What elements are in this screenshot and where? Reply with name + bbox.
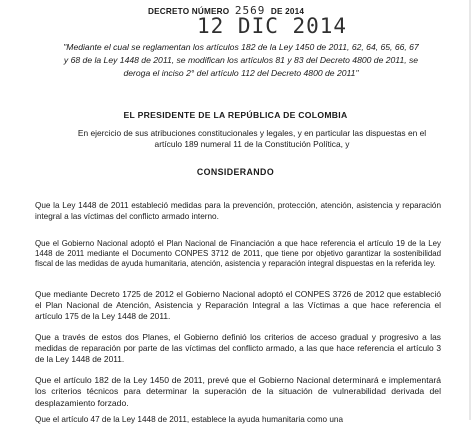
considerando-paragraph-3: Que mediante Decreto 1725 de 2012 el Gobierno Nacional adoptó el CONPES 3726 de 2012 que estableció el Plan Nacional de Atención, Asistencia y Reparación Integral a las Víctimas a que hace referencia el artículo 175 de la Ley 1448 de 2011. bbox=[35, 289, 441, 322]
powers-statement: En ejercicio de sus atribuciones constitucionales y legales, y en particular las dispuestas en el artículo 189 numeral 11 de la Constitución Política, y bbox=[77, 128, 427, 150]
decree-label: DECRETO NÚMERO bbox=[148, 7, 230, 16]
decree-year: DE 2014 bbox=[270, 7, 305, 16]
considerando-paragraph-5: Que el artículo 182 de la Ley 1450 de 2011, prevé que el Gobierno Nacional determinará e implementará los criterios técnicos para determinar la superación de la situación de vulnerabilidad derivada del desplazamiento forzado. bbox=[35, 375, 441, 408]
issuer-heading: EL PRESIDENTE DE LA REPÚBLICA DE COLOMBIA bbox=[123, 110, 348, 120]
considerando-paragraph-2: Que el Gobierno Nacional adoptó el Plan Nacional de Financiación a que hace referencia el artículo 19 de la Ley 1448 de 2011 mediante el Documento CONPES 3712 de 2011, que tiene por objetivo garantizar la sostenibilidad fiscal de las medidas de ayuda humanitaria, atención, asistencia y reparación integral dispuestas en la referida ley. bbox=[35, 239, 441, 268]
considerando-paragraph-6: Que el artículo 47 de la Ley 1448 de 2011, establece la ayuda humanitaria como una bbox=[35, 415, 343, 424]
decree-subject: "Mediante el cual se reglamentan los artículos 182 de la Ley 1450 de 2011, 62, 64, 65, 66, 67 y 68 de la Ley 1448 de 2011, se modifican los artículos 81 y 83 del Decreto 4800 de 2011, se deroga el inciso 2° del artículo 112 del Decreto 4800 de 2011" bbox=[63, 42, 419, 78]
decree-number: 2569 bbox=[234, 4, 266, 17]
considerando-paragraph-1: Que la Ley 1448 de 2011 estableció medidas para la prevención, protección, atención, asistencia y reparación integral a las víctimas del conflicto armado interno. bbox=[35, 201, 441, 221]
stamped-date: 12 DIC 2014 bbox=[197, 14, 348, 38]
considerando-heading: CONSIDERANDO bbox=[196, 167, 275, 177]
considerando-paragraph-4: Que a través de estos dos Planes, el Gobierno definió los criterios de acceso gradual y progresivo a las medidas de reparación por parte de las víctimas del conflicto armado, a las que hace referencia el artículo 3 de la Ley 1448 de 2011. bbox=[35, 332, 441, 364]
